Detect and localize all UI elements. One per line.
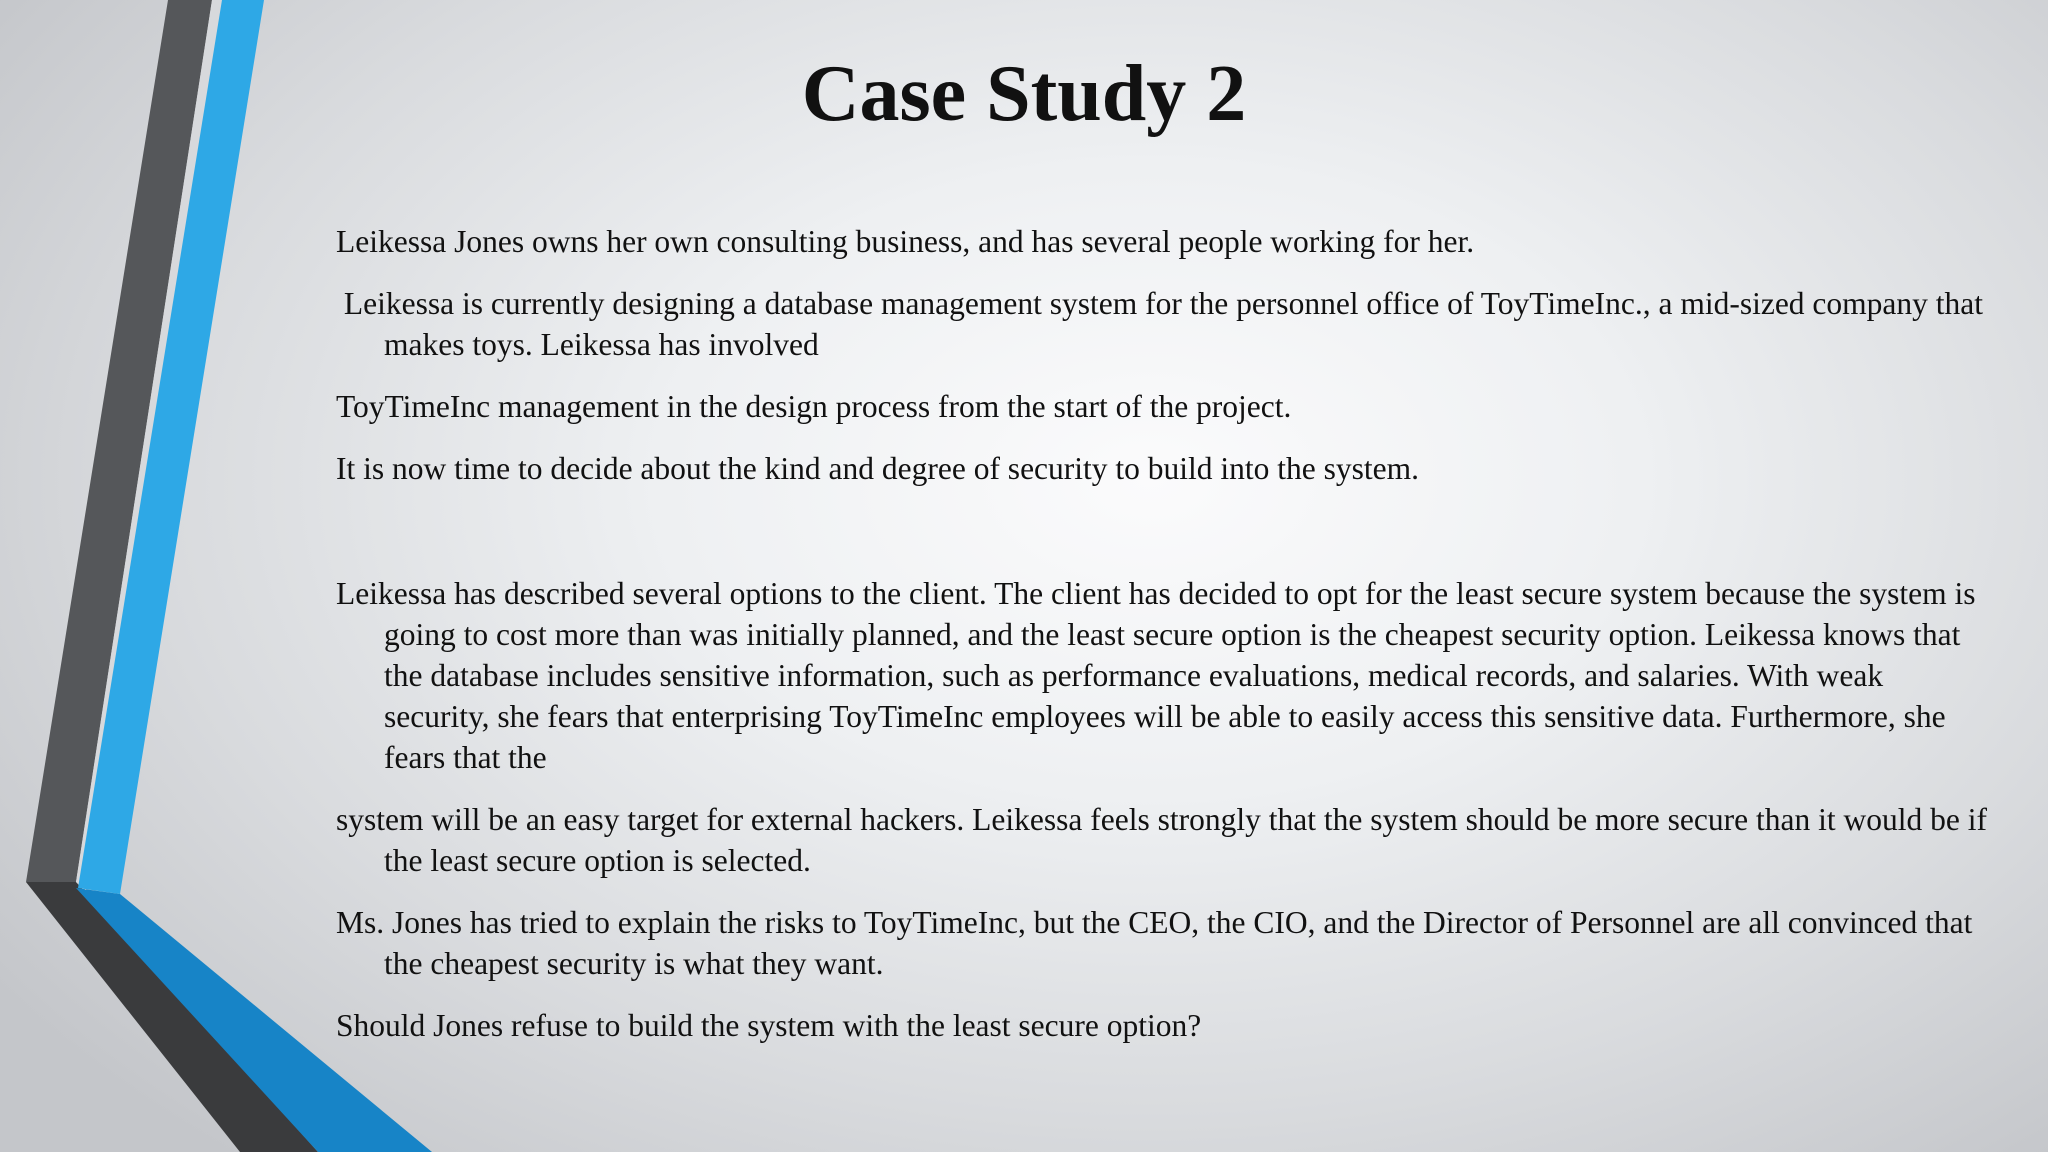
paragraph-question: Should Jones refuse to build the system with the least secure option? (336, 1008, 1202, 1043)
spacer (336, 510, 1996, 573)
paragraph-risks: Ms. Jones has tried to explain the risks to ToyTimeInc, but the CEO, the CIO, and the Director of Personnel are all convinced that the cheapest security is what they want. (336, 905, 1973, 981)
slide-title: Case Study 2 (801, 50, 1247, 138)
paragraph-designing: Leikessa is currently designing a database management system for the personnel office of ToyTimeInc., a mid-sized company that makes toys. Leikessa has involved (336, 286, 1991, 362)
paragraph-management: ToyTimeInc management in the design process from the start of the project. (336, 389, 1292, 424)
stripe-dark-lower (26, 882, 318, 1152)
slide-body (336, 221, 1996, 1067)
paragraph-options: Leikessa has described several options to the client. The client has decided to opt for the least secure system because the system is going to cost more than was initially planned, and the least secure option is the cheapest security option. Leikessa knows that the database includes sensitive information, such as performance evaluations, medical records, and salaries. With weak security, she fears that enterprising ToyTimeInc employees will be able to easily access this sensitive data. Furthermore, she fears that the (336, 576, 1976, 775)
paragraph-intro: Leikessa Jones owns her own consulting business, and has several people working for her. (336, 224, 1475, 259)
paragraph-hackers: system will be an easy target for external hackers. Leikessa feels strongly that the system should be more secure than it would be if the least secure option is selected. (336, 802, 1987, 878)
paragraph-decide-security: It is now time to decide about the kind and degree of security to build into the system. (336, 451, 1420, 486)
